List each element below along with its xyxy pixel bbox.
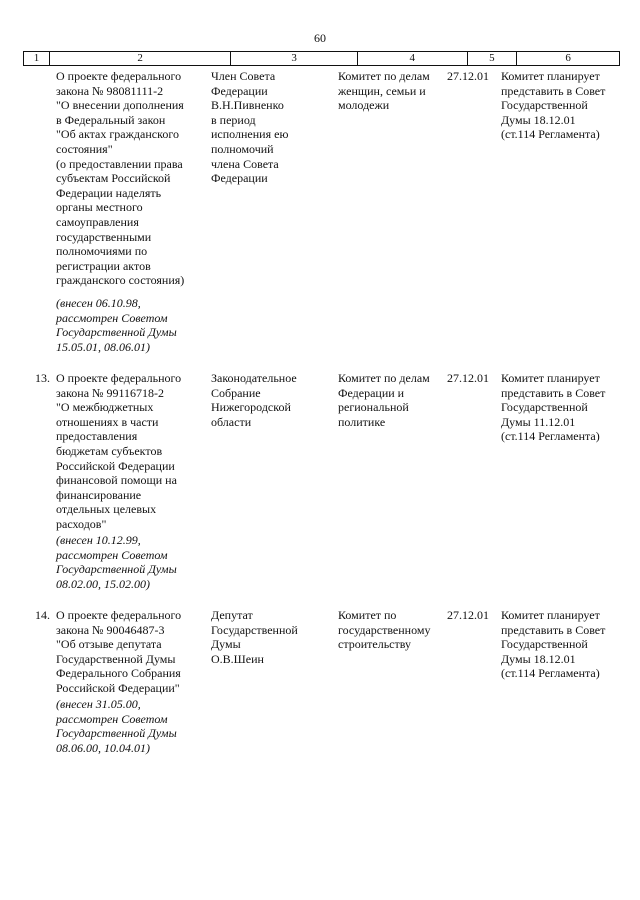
header-col-6: 6 — [565, 52, 571, 64]
date: 27.12.01 — [447, 608, 489, 622]
bill-status: (внесен 10.12.99, рассмотрен Советом Государственной Думы 08.02.00, 15.02.00) — [56, 533, 177, 591]
responsible-committee: Комитет по делам Федерации и региональной политике — [338, 371, 430, 429]
row-number: 13. — [35, 371, 50, 385]
header-col-5: 5 — [468, 52, 518, 65]
bill-status: (внесен 06.10.98, рассмотрен Советом Государственной Думы 15.05.01, 08.06.01) — [56, 296, 177, 354]
note: Комитет планирует представить в Совет Государственной Думы 18.12.01 (ст.114 Регламента) — [501, 608, 606, 681]
header-col-4: 4 — [358, 52, 468, 65]
header-col-2: 2 — [50, 52, 231, 65]
bill-title: О проекте федерального закона № 98081111-2 "О внесении дополнения в Федеральный закон "Об актах гражданского состояния" (о предоставлении права субъектам Российской Федерации наделять органы местного самоуправления государственными полномочиями по регистрации актов гражданского состояния) — [56, 69, 185, 288]
note: Комитет планирует представить в Совет Государственной Думы 18.12.01 (ст.114 Регламента) — [501, 69, 606, 142]
table-header-row — [23, 51, 620, 66]
header-col-1: 1 — [24, 52, 50, 65]
bill-initiator: Депутат Государственной Думы О.В.Шеин — [211, 608, 298, 666]
page-number: 60 — [314, 31, 326, 45]
bill-status: (внесен 31.05.00, рассмотрен Советом Государственной Думы 08.06.00, 10.04.01) — [56, 697, 177, 755]
row-number: 14. — [35, 608, 50, 622]
bill-title: О проекте федерального закона № 99116718-2 "О межбюджетных отношениях в части предоставления бюджетам субъектов Российской Федерации финансовой помощи на финансирование отдельных целевых расходов" — [56, 371, 182, 531]
date: 27.12.01 — [447, 371, 489, 385]
bill-initiator: Законодательное Собрание Нижегородской области — [211, 371, 297, 429]
bill-initiator: Член Совета Федерации В.Н.Пивненко в период исполнения ею полномочий члена Совета Федерации — [211, 69, 289, 186]
header-col-3: 3 — [231, 52, 358, 65]
bill-title: О проекте федерального закона № 90046487-3 "Об отзыве депутата Государственной Думы Федерального Собрания Российской Федерации" — [56, 608, 182, 695]
date: 27.12.01 — [447, 69, 489, 83]
responsible-committee: Комитет по делам женщин, семьи и молодежи — [338, 69, 430, 113]
responsible-committee: Комитет по государственному строительству — [338, 608, 431, 652]
note: Комитет планирует представить в Совет Государственной Думы 11.12.01 (ст.114 Регламента) — [501, 371, 606, 444]
